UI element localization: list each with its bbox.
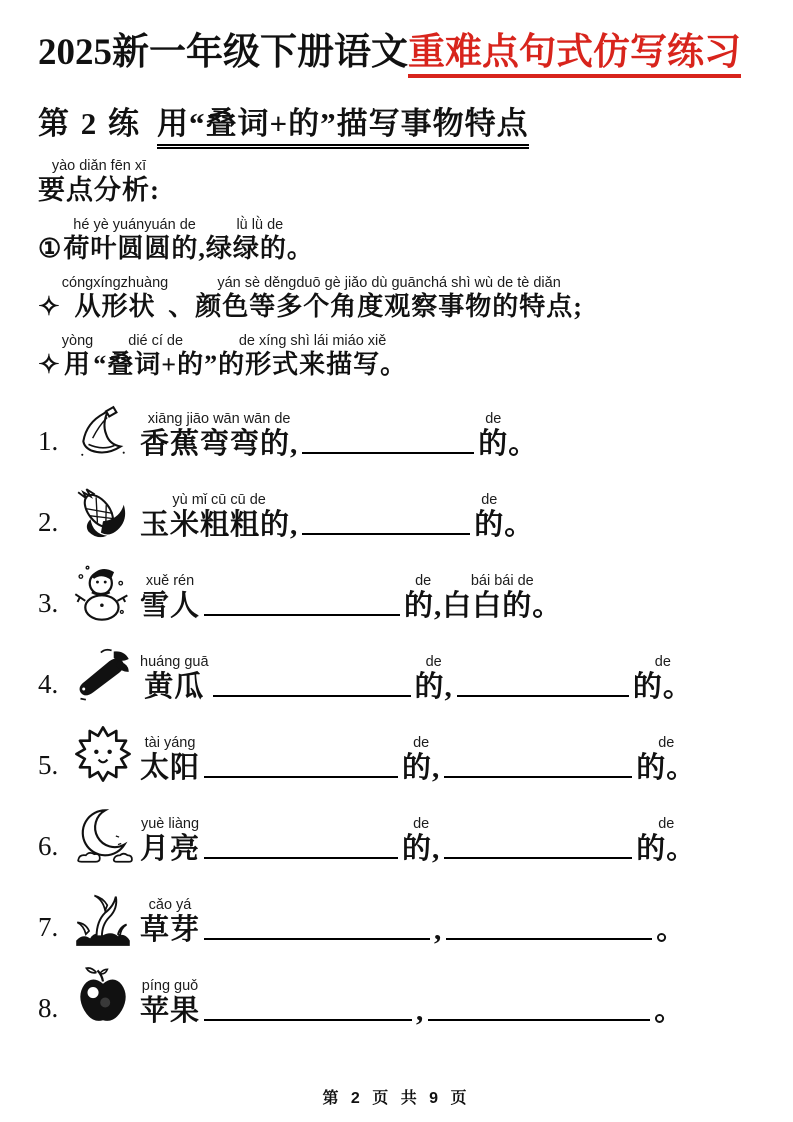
answer-blank	[204, 772, 398, 778]
chinese-text: 的	[478, 427, 509, 460]
analysis-heading	[38, 159, 757, 206]
pinyin-label: cóngxíngzhuàng	[61, 275, 169, 292]
exercise-number: 4.	[38, 669, 59, 700]
chinese-text: 雪人	[140, 589, 201, 622]
answer-blank	[204, 934, 430, 940]
chinese-text: 白白的。	[442, 589, 563, 622]
pinyin-label	[669, 898, 673, 914]
text-with-pinyin	[62, 276, 168, 322]
text-with-pinyin	[442, 574, 562, 623]
chinese-text: 苹果	[140, 994, 201, 1027]
exercise-row	[38, 469, 757, 542]
snowman-icon	[70, 559, 136, 623]
pinyin-label: de	[485, 410, 502, 427]
chinese-text: 的。	[632, 670, 693, 703]
exercise-row	[38, 550, 757, 623]
answer-blank	[302, 448, 474, 454]
exercise-row	[38, 955, 757, 1028]
chinese-text: 。	[508, 427, 539, 460]
diamond-bullet-icon: ✧	[38, 292, 60, 322]
chinese-text: “叠词+的”	[93, 350, 219, 380]
pinyin-label: de	[658, 734, 675, 751]
text-with-pinyin	[636, 817, 696, 866]
pinyin-label: de	[413, 734, 430, 751]
apple-icon	[70, 964, 136, 1028]
lesson-title: 用“叠词+的”描写事物特点	[157, 106, 529, 149]
text-with-pinyin	[415, 655, 453, 704]
exercise-number: 6.	[38, 831, 59, 862]
text-with-pinyin	[504, 493, 534, 542]
chinese-text: ,	[434, 913, 443, 946]
chinese-text: 绿绿的。	[205, 234, 314, 264]
text-with-pinyin	[416, 979, 424, 1028]
answer-blank	[213, 691, 411, 697]
text-with-pinyin	[140, 736, 200, 785]
answer-blank	[204, 610, 400, 616]
pinyin-label: yuè liàng	[140, 815, 200, 832]
text-with-pinyin	[195, 276, 583, 322]
grass-icon	[70, 883, 136, 947]
answer-blank	[444, 772, 632, 778]
chinese-text: 的。	[636, 832, 697, 865]
exercise-row	[38, 712, 757, 785]
exercise-number: 7.	[38, 912, 59, 943]
answer-blank	[204, 853, 398, 859]
pinyin-label: píng guǒ	[141, 977, 199, 994]
analysis-line	[38, 276, 757, 322]
chinese-text: 的形式来描写。	[218, 350, 408, 380]
pinyin-label	[667, 979, 671, 995]
cucumber-icon	[70, 640, 136, 704]
chinese-text: 。	[656, 913, 687, 946]
pinyin-label: hé yè yuányuán de	[73, 217, 196, 234]
chinese-text: 用	[64, 350, 92, 380]
text-with-pinyin	[404, 574, 442, 623]
chinese-text: 草芽	[140, 913, 201, 946]
pinyin-label: yòng	[61, 333, 94, 350]
chinese-text: ,	[416, 994, 425, 1027]
exercise-list	[38, 388, 757, 1028]
page-footer: 第 2 页 共 9 页	[322, 1090, 471, 1107]
pinyin-label: de	[658, 815, 675, 832]
chinese-text: 、	[168, 292, 196, 322]
exercise-row	[38, 874, 757, 947]
pinyin-label	[517, 493, 521, 509]
sun-icon	[70, 721, 136, 785]
pinyin-label: de	[415, 572, 432, 589]
text-with-pinyin	[474, 493, 504, 542]
chinese-text: 的,	[414, 670, 453, 703]
pinyin-label: huáng guā	[140, 653, 209, 670]
circled-number-bullet: ①	[38, 234, 62, 264]
text-with-pinyin	[140, 574, 200, 623]
pinyin-label	[436, 898, 440, 914]
text-with-pinyin	[654, 979, 684, 1028]
chinese-text: 太阳	[140, 751, 201, 784]
answer-blank	[446, 934, 652, 940]
pinyin-label: cǎo yá	[148, 896, 192, 913]
page-title	[38, 30, 757, 76]
corn-icon	[70, 478, 136, 542]
lesson-number: 第 2 练	[38, 106, 141, 142]
pinyin-label: de xíng shì lái miáo xiě	[238, 333, 387, 350]
pinyin-label: yù mǐ cū cū de	[172, 491, 266, 508]
pinyin-label: de	[425, 653, 442, 670]
analysis-line	[38, 334, 757, 380]
chinese-text: 月亮	[140, 832, 201, 865]
pinyin-label: xiāng jiāo wān wān de	[147, 410, 291, 427]
text-with-pinyin	[140, 898, 200, 947]
text-with-pinyin	[168, 276, 195, 322]
title-black-part: 2025新一年级下册语文	[38, 32, 408, 73]
pinyin-label: bái bái de	[470, 572, 534, 589]
chinese-text: 颜色等多个角度观察事物的特点;	[195, 292, 583, 322]
chinese-text: 荷叶圆圆的,	[63, 234, 206, 264]
analysis-heading-pinyin: yào diǎn fēn xī	[51, 158, 147, 175]
exercise-number: 3.	[38, 588, 59, 619]
exercise-number: 2.	[38, 507, 59, 538]
chinese-text: 的,	[402, 751, 441, 784]
pinyin-label	[418, 979, 422, 995]
title-red-part: 重难点句式仿写练习	[408, 32, 741, 78]
chinese-text: 的,	[404, 589, 443, 622]
chinese-text: 玉米粗粗的,	[140, 508, 299, 541]
exercise-number: 1.	[38, 426, 59, 457]
chinese-text: 。	[654, 994, 685, 1027]
pinyin-label	[521, 412, 525, 428]
pinyin-label: yán sè děngduō gè jiǎo dù guānchá shì wù de tè diǎn	[217, 275, 561, 292]
answer-blank	[204, 1015, 412, 1021]
diamond-bullet-icon: ✧	[38, 350, 60, 380]
exercise-row	[38, 631, 757, 704]
lesson-subtitle	[38, 98, 757, 143]
text-with-pinyin	[140, 493, 298, 542]
exercise-number: 8.	[38, 993, 59, 1024]
analysis-line	[38, 218, 757, 264]
pinyin-label	[180, 276, 184, 292]
answer-blank	[302, 529, 470, 535]
moon-icon	[70, 802, 136, 866]
text-with-pinyin	[633, 655, 693, 704]
pinyin-label: tài yáng	[144, 734, 196, 751]
text-with-pinyin	[402, 817, 440, 866]
pinyin-label: lǜ lǜ de	[236, 217, 284, 234]
text-with-pinyin	[62, 334, 93, 380]
pinyin-label: de	[654, 653, 671, 670]
text-with-pinyin	[218, 334, 407, 380]
chinese-text: 。	[504, 508, 535, 541]
text-with-pinyin	[140, 412, 298, 461]
pinyin-label: xuě rén	[145, 572, 195, 589]
text-with-pinyin	[63, 218, 206, 264]
chinese-text: 香蕉弯弯的,	[140, 427, 299, 460]
text-with-pinyin	[478, 412, 508, 461]
text-with-pinyin	[140, 979, 200, 1028]
analysis-heading-text: 要点分析:	[38, 175, 160, 206]
exercise-number: 5.	[38, 750, 59, 781]
text-with-pinyin	[140, 817, 200, 866]
text-with-pinyin	[434, 898, 442, 947]
answer-blank	[428, 1015, 650, 1021]
text-with-pinyin	[93, 334, 218, 380]
answer-blank	[444, 853, 632, 859]
text-with-pinyin	[636, 736, 696, 785]
chinese-text: 的。	[636, 751, 697, 784]
text-with-pinyin	[206, 218, 314, 264]
chinese-text: 黄瓜	[144, 670, 205, 703]
pinyin-label: de	[481, 491, 498, 508]
exercise-row	[38, 793, 757, 866]
answer-blank	[457, 691, 629, 697]
pinyin-label: de	[413, 815, 430, 832]
text-with-pinyin	[656, 898, 686, 947]
chinese-text: 从形状	[74, 292, 156, 322]
text-with-pinyin	[140, 655, 209, 704]
pinyin-label: dié cí de	[128, 333, 184, 350]
chinese-text: 的,	[402, 832, 441, 865]
chinese-text: 的	[474, 508, 505, 541]
banana-icon	[70, 397, 136, 461]
exercise-row	[38, 388, 757, 461]
text-with-pinyin	[508, 412, 538, 461]
analysis-section	[38, 218, 757, 380]
text-with-pinyin	[402, 736, 440, 785]
